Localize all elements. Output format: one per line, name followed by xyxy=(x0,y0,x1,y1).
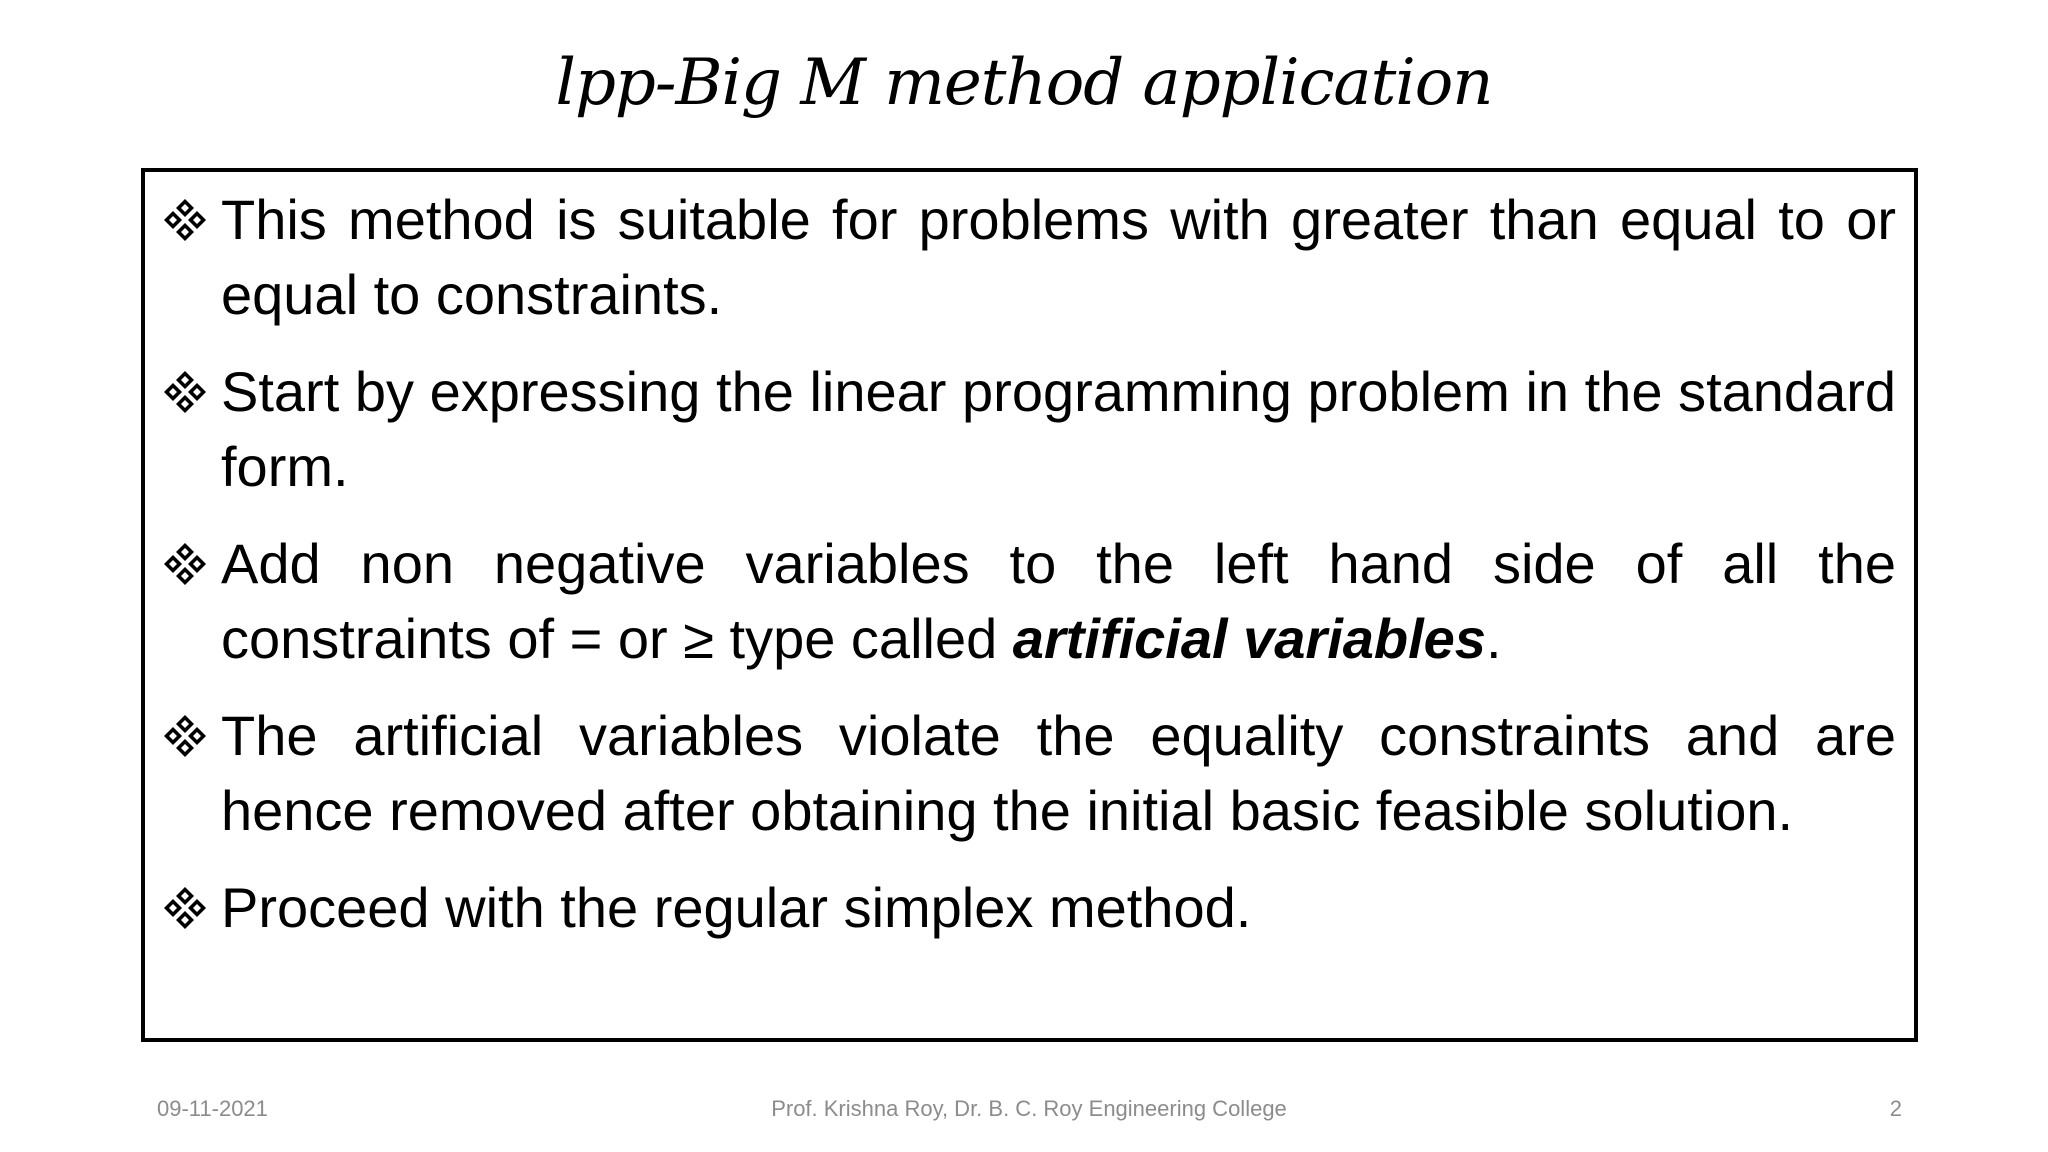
four-diamond-bullet-icon xyxy=(163,182,221,257)
bullet-text: Proceed with the regular simplex method. xyxy=(221,876,1252,939)
slide-title: lpp-Big M method application xyxy=(555,46,1493,120)
bullet-text: The artificial variables violate the equality constraints and are hence removed after obtaining the initial basic feasible solution. xyxy=(221,704,1896,842)
bullet-item xyxy=(163,354,1896,504)
bullet-item xyxy=(163,182,1896,332)
bullet-text: Start by expressing the linear programming problem in the standard form. xyxy=(221,360,1896,498)
bullet-text: This method is suitable for problems with greater than equal to or equal to constraints. xyxy=(221,188,1896,326)
bullet-item xyxy=(163,870,1896,945)
four-diamond-bullet-icon xyxy=(163,526,221,601)
bullet-item xyxy=(163,698,1896,848)
bullet-text: Add non negative variables to the left hand side of all the constraints of = or ≥ type called artificial variables. xyxy=(221,532,1896,670)
content-box xyxy=(141,168,1918,1042)
four-diamond-bullet-icon xyxy=(163,698,221,773)
footer-page-number: 2 xyxy=(1889,1096,1902,1121)
bullet-item xyxy=(163,526,1896,676)
four-diamond-bullet-icon xyxy=(163,354,221,429)
footer-date: 09-11-2021 xyxy=(157,1096,268,1121)
four-diamond-bullet-icon xyxy=(163,870,221,945)
footer-author: Prof. Krishna Roy, Dr. B. C. Roy Engineering College xyxy=(771,1096,1287,1121)
emphasis-term: artificial variables xyxy=(1012,607,1486,670)
